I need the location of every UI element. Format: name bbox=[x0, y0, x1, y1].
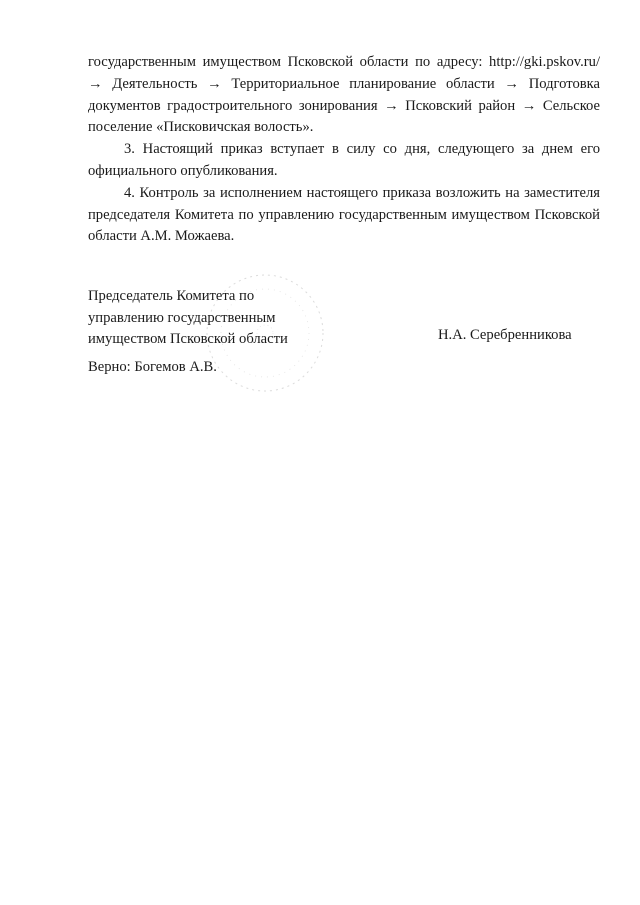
document-body bbox=[88, 52, 600, 248]
paragraph-continuation: государственным имуществом Псковской области по адресу: http://gki.pskov.ru/ → Деятельность → Территориальное планирование области → Подготовка документов градостроительного зонирования → Псковский район → Сельское поселение «Писковичская волость». bbox=[88, 54, 600, 136]
verified-by: Верно: Богемов А.В. bbox=[88, 359, 217, 375]
paragraph-item-4: 4. Контроль за исполнением настоящего приказа возложить на заместителя председателя Комитета по управлению государственным имуществом Псковской области А.М. Можаева. bbox=[88, 184, 600, 245]
signatory-position bbox=[88, 286, 328, 351]
paragraph-item-3: 3. Настоящий приказ вступает в силу со дня, следующего за днем его официального опубликования. bbox=[88, 141, 600, 179]
position-line-3: имуществом Псковской области bbox=[88, 331, 288, 348]
signatory-name: Н.А. Серебренникова bbox=[438, 327, 572, 343]
position-line-2: управлению государственным bbox=[88, 309, 276, 326]
position-line-1: Председатель Комитета по bbox=[88, 288, 255, 304]
